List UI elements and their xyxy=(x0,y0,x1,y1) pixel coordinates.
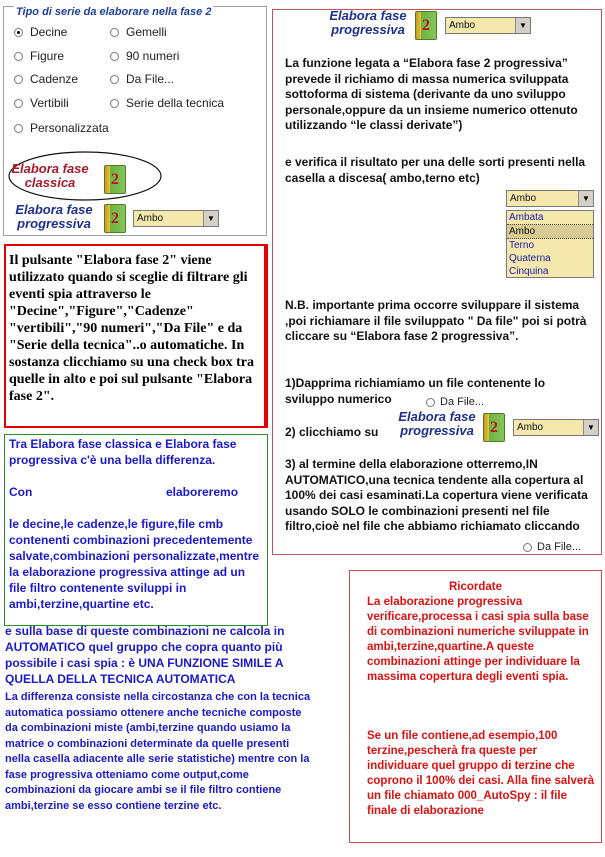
book-icon: 2 xyxy=(422,16,430,34)
green-note-line1: Tra Elabora fase classica e Elabora fase progressiva c'è una bella differenza. xyxy=(9,437,237,467)
radio-label: Figure xyxy=(30,49,65,63)
radio-icon xyxy=(14,124,23,133)
green-note-con: Con xyxy=(9,485,33,499)
radio-serie-tecnica[interactable] xyxy=(110,96,224,110)
radio-icon xyxy=(14,52,23,61)
list-item[interactable]: Terno xyxy=(509,240,535,251)
radio-label: Gemelli xyxy=(126,25,167,39)
radio-icon xyxy=(14,99,23,108)
right-step1: 1)Dapprima richiamiamo un file contenente lo sviluppo numerico xyxy=(285,376,546,406)
elabora-classica-button[interactable] xyxy=(104,165,126,194)
sorte-combo-open[interactable] xyxy=(506,190,594,207)
elabora-progressiva-button-step2[interactable] xyxy=(483,413,505,442)
chevron-down-icon[interactable]: ▼ xyxy=(583,420,598,435)
right-step3: 3) al termine della elaborazione otterremo,IN AUTOMATICO,una tecnica tendente alla copertura al 100% dei casi esaminati.La copertura viene verificata usando SOLO le combinazioni presenti nel file filtro,cioè nel file che abbiamo richiamato cliccando xyxy=(285,457,588,533)
sorte-combo-left[interactable] xyxy=(133,210,219,227)
radio-icon xyxy=(110,99,119,108)
radio-personalizzata[interactable] xyxy=(14,121,109,135)
sorte-combo-step2[interactable] xyxy=(513,419,599,436)
groupbox-title: Tipo di serie da elaborare nella fase 2 xyxy=(16,6,212,18)
sorte-combo-right[interactable] xyxy=(445,17,531,34)
radio-icon xyxy=(110,28,119,37)
ricordate-para1: La elaborazione progressiva verificare,processa i casi spia sulla base di combinazioni numeriche sviluppate in ambi,terzine,quartine.A queste combinazioni attinge per individuare la massima copertura degli eventi spia. xyxy=(367,596,589,683)
radio-icon xyxy=(426,398,435,407)
elabora-progressiva-button[interactable] xyxy=(104,204,126,233)
chevron-down-icon[interactable]: ▼ xyxy=(515,18,530,33)
elabora-progressiva-button-right[interactable] xyxy=(415,11,437,40)
chevron-down-icon[interactable]: ▼ xyxy=(203,211,218,226)
radio-label: Decine xyxy=(30,25,68,39)
bottom-left-body: La differenza consiste nella circostanza che con la tecnica automatica possiamo ottenere anche tecniche composte da combinazioni miste (ambi,terzine quando usiamo la matrice o combinazioni determinate da quelle presenti nella casella adiacente alle serie statistiche) mentre con la fase progressiva otteniamo come output,come combinazioni da giocare ambi se il file filtro contiene ambi,terzine se esso contiene terzine etc. xyxy=(5,691,311,812)
radio-90-numeri[interactable] xyxy=(110,49,179,63)
radio-label: Personalizzata xyxy=(30,121,109,135)
right-para2: e verifica il risultato per una delle sorti presenti nella casella a discesa( ambo,terno etc) xyxy=(285,155,586,185)
green-note-elaboreremo: elaboreremo xyxy=(166,485,239,499)
book-icon: 2 xyxy=(111,209,119,227)
combo-value: Ambo xyxy=(449,20,476,31)
sorte-dropdown-list[interactable] xyxy=(506,210,594,278)
list-item[interactable]: Ambata xyxy=(509,212,544,223)
da-file-radio-2[interactable] xyxy=(523,541,581,553)
right-para1: La funzione legata a “Elabora fase 2 progressiva” prevede il richiamo di massa numerica sviluppata sottoforma di sistema (derivante da uno sviluppo personale,oppure da un insieme numerico ottenuto utilizzando “le classi derivate”) xyxy=(285,56,578,132)
combo-value: Ambo xyxy=(517,422,544,433)
right-step2: 2) clicchiamo su xyxy=(285,425,379,439)
book-icon: 2 xyxy=(111,170,119,188)
radio-label: Vertibili xyxy=(30,96,69,110)
radio-label: Da File... xyxy=(440,396,485,408)
radio-icon xyxy=(14,75,23,84)
radio-icon xyxy=(110,75,119,84)
da-file-radio-1[interactable] xyxy=(426,396,484,408)
combo-value: Ambo xyxy=(510,193,537,204)
ricordate-para2: Se un file contiene,ad esempio,100 terzine,pescherà fra queste per individuare quel gruppo di terzine che coprono il 100% dei casi. Alla fine salverà un file chiamato 000_AutoSpy : il file finale di elaborazione xyxy=(367,730,595,817)
radio-vertibili[interactable] xyxy=(14,96,69,110)
radio-da-file[interactable] xyxy=(110,72,174,86)
radio-decine[interactable] xyxy=(14,25,67,39)
radio-label: Da File... xyxy=(126,72,175,86)
list-item-selected[interactable]: Ambo xyxy=(507,224,593,239)
elabora-classica-label: Elabora fase classica xyxy=(11,161,89,190)
elabora-progressiva-label: Elabora fase progressiva xyxy=(15,202,93,231)
radio-gemelli[interactable] xyxy=(110,25,167,39)
combo-value: Ambo xyxy=(137,213,164,224)
list-item[interactable]: Cinquina xyxy=(509,266,549,277)
radio-label: 90 numeri xyxy=(126,49,180,63)
radio-label: Da File... xyxy=(537,541,582,553)
radio-figure[interactable] xyxy=(14,49,64,63)
radio-cadenze[interactable] xyxy=(14,72,78,86)
right-para3: N.B. importante prima occorre sviluppare il sistema ,poi richiamare il file sviluppato " Da file" poi si potrà cliccare su “Elabora fase 2 progressiva”. xyxy=(285,298,587,343)
radio-label: Serie della tecnica xyxy=(126,96,225,110)
chevron-down-icon[interactable]: ▼ xyxy=(578,191,593,206)
radio-icon xyxy=(523,543,532,552)
list-item[interactable]: Quaterna xyxy=(509,253,551,264)
elabora-progressiva-label-step2: Elabora fase progressiva xyxy=(398,409,476,438)
radio-selected-icon xyxy=(14,28,23,37)
book-icon: 2 xyxy=(490,418,498,436)
radio-label: Cadenze xyxy=(30,72,79,86)
bottom-left-heading: e sulla base di queste combinazioni ne calcola in AUTOMATICO quel gruppo che copra quanto più possibile i casi spia : è UNA FUNZIONE SIMILE A QUELLA DELLA TECNICA AUTOMATICA xyxy=(5,624,285,686)
green-note-body: le decine,le cadenze,le figure,file cmb contenenti combinazioni precedentemente salvate,combinazioni personalizzate,mentre la elaborazione progressiva attinge ad un file filtro contenente sviluppi in ambi,terzine,quartine etc. xyxy=(9,517,260,611)
elabora-progressiva-label-right: Elabora fase progressiva xyxy=(329,8,407,37)
radio-icon xyxy=(110,52,119,61)
red-note-text: Il pulsante "Elabora fase 2" viene utilizzato quando si sceglie di filtrare gli eventi spia attraverso le "Decine","Figure","Cadenze" "vertibili","90 numeri","Da File" e da "Serie della tecnica"..o automatiche. In sostanza clicchiamo su una check box tra quelle in alto e poi sul pulsante "Elabora fase 2". xyxy=(9,253,254,404)
ricordate-title: Ricordate xyxy=(448,581,503,593)
